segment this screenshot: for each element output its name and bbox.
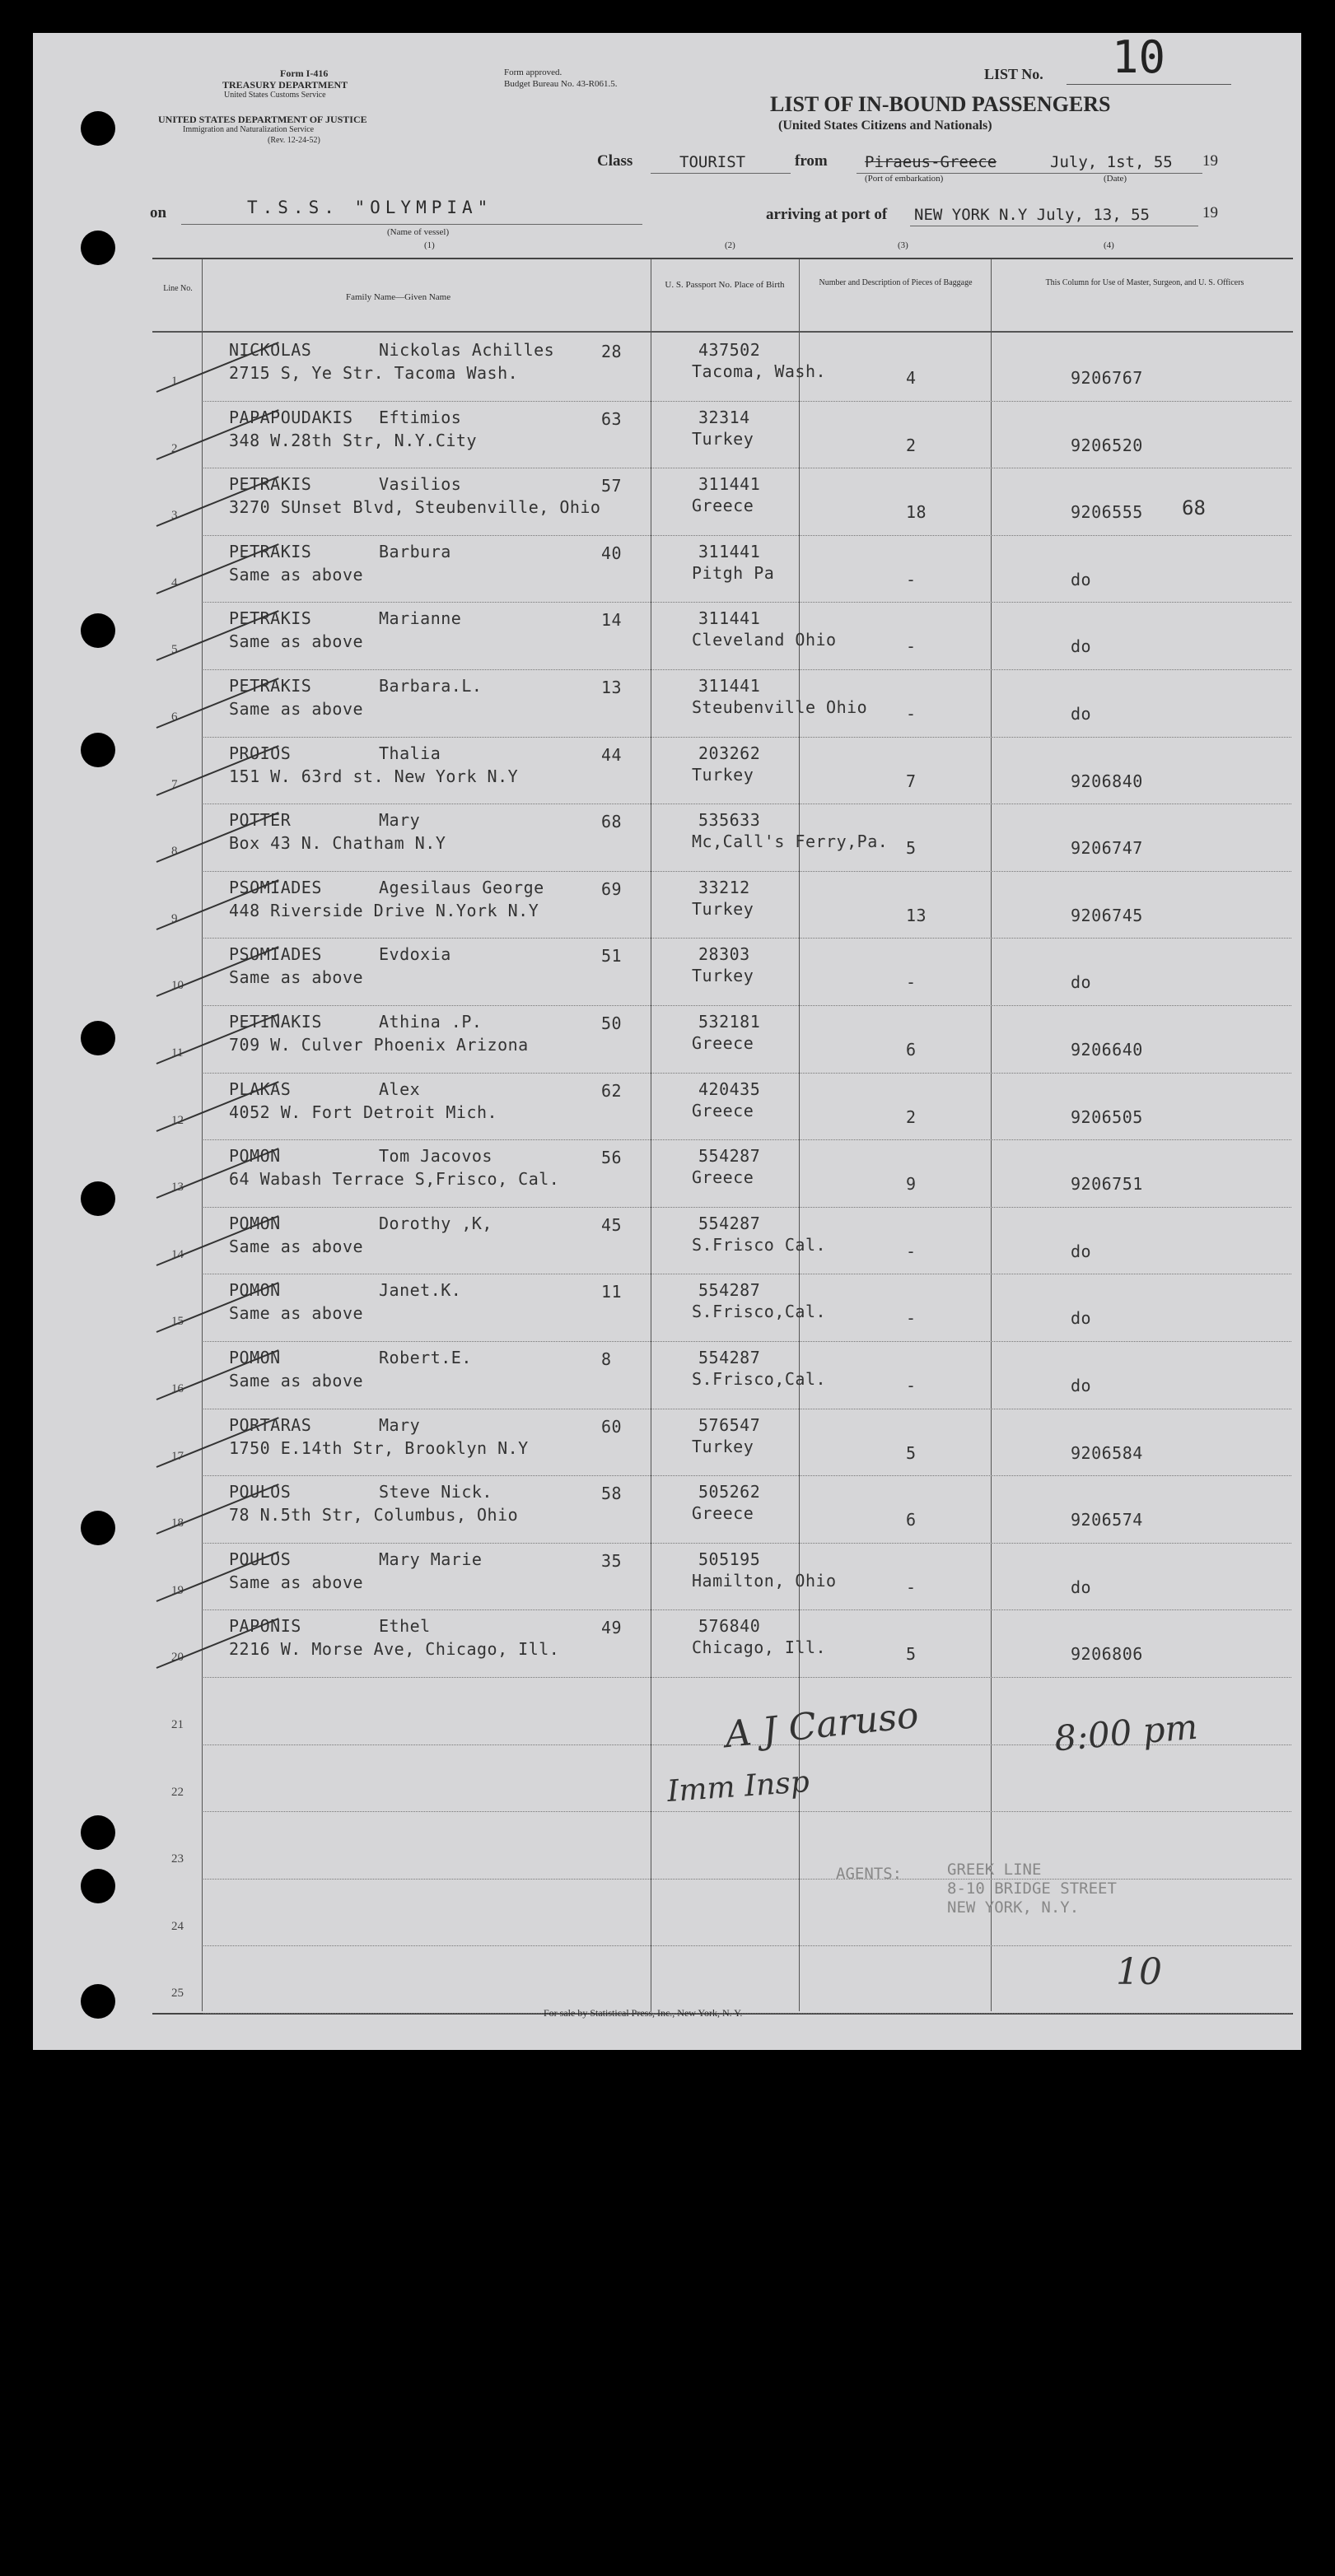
baggage-count: - <box>906 1308 917 1329</box>
place-of-birth: Greece <box>692 496 754 516</box>
col-header-name: Family Name—Given Name <box>346 292 451 302</box>
given-name: Vasilios <box>379 474 462 495</box>
passport-number: 505262 <box>698 1482 761 1502</box>
address: 2216 W. Morse Ave, Chicago, Ill. <box>229 1639 560 1660</box>
family-name: PETRAKIS <box>229 541 312 561</box>
line-number: 22 <box>171 1785 184 1799</box>
row-rule <box>203 1073 1291 1074</box>
ins-service: Immigration and Naturalization Service <box>183 125 315 134</box>
row-rule <box>203 1543 1291 1544</box>
list-title: LIST OF IN-BOUND PASSENGERS <box>770 92 1111 116</box>
col-num-3: (3) <box>898 240 908 250</box>
passport-number: 437502 <box>698 340 761 360</box>
passenger-age: 45 <box>601 1214 623 1235</box>
row-rule <box>203 1945 1291 1946</box>
line-number: 6 <box>171 710 178 724</box>
passport-number: 554287 <box>698 1213 761 1233</box>
place-of-birth: Greece <box>692 1167 754 1188</box>
given-name: Agesilaus George <box>379 877 544 897</box>
row-rule <box>203 669 1291 670</box>
row-rule <box>203 938 1291 939</box>
given-name: Robert.E. <box>379 1348 472 1367</box>
col-num-1: (1) <box>424 240 435 250</box>
officer-number: 9206584 <box>1071 1442 1143 1463</box>
row-rule <box>203 1341 1291 1342</box>
officer-number: do <box>1071 1376 1092 1395</box>
customs-service: United States Customs Service <box>224 91 326 100</box>
row-rule <box>203 1609 1291 1610</box>
class-label: Class <box>597 152 633 170</box>
baggage-count: - <box>906 569 917 589</box>
row-rule <box>203 1811 1291 1812</box>
baggage-count: - <box>906 1241 917 1261</box>
col-header-baggage: Number and Description of Pieces of Baggage <box>819 278 973 287</box>
line-number: 14 <box>171 1247 184 1261</box>
family-name: PETRAKIS <box>229 608 312 629</box>
baggage-count: 5 <box>906 1442 917 1463</box>
officer-number: 9206747 <box>1071 838 1143 859</box>
place-of-birth: Greece <box>692 1033 754 1053</box>
agents-line-2: 8-10 BRIDGE STREET <box>947 1880 1117 1898</box>
place-of-birth: Turkey <box>692 428 754 449</box>
baggage-count: - <box>906 1376 917 1395</box>
row-rule <box>203 602 1291 603</box>
baggage-count: 5 <box>906 1644 917 1665</box>
passport-number: 576547 <box>698 1414 761 1435</box>
place-of-birth: Mc,Call's Ferry,Pa. <box>692 831 889 852</box>
passport-number: 554287 <box>698 1146 761 1167</box>
punch-hole <box>81 1984 115 2019</box>
given-name: Alex <box>379 1078 421 1099</box>
row-rule <box>203 1139 1291 1140</box>
passport-number: 32314 <box>698 407 750 427</box>
officer-number: 9206806 <box>1071 1644 1143 1665</box>
baggage-count: 6 <box>906 1040 917 1060</box>
line-number: 1 <box>171 375 178 388</box>
passenger-age: 11 <box>601 1282 623 1302</box>
line-number: 21 <box>171 1718 184 1731</box>
embarkation-date: July, 1st, 55 <box>1050 153 1173 171</box>
given-name: Eftimios <box>379 407 462 427</box>
line-number: 23 <box>171 1852 184 1866</box>
address: Same as above <box>229 1236 364 1256</box>
baggage-count: - <box>906 1577 917 1597</box>
given-name: Mary <box>379 1414 421 1435</box>
passport-number: 33212 <box>698 877 750 897</box>
line-number: 19 <box>171 1583 184 1597</box>
address: 348 W.28th Str, N.Y.City <box>229 430 477 450</box>
given-name: Nickolas Achilles <box>379 340 555 360</box>
family-name: POTTER <box>229 810 292 831</box>
col-num-2: (2) <box>725 240 735 250</box>
line-number: 5 <box>171 643 178 657</box>
list-no-label: LIST No. <box>984 66 1043 82</box>
place-of-birth: Turkey <box>692 764 754 785</box>
passport-number: 311441 <box>698 474 761 495</box>
address: 1750 E.14th Str, Brooklyn N.Y <box>229 1437 529 1458</box>
baggage-count: 4 <box>906 368 917 388</box>
baggage-count: 2 <box>906 1106 917 1127</box>
punch-hole <box>81 733 115 767</box>
family-name: POMON <box>229 1348 281 1367</box>
officer-number: do <box>1071 972 1092 993</box>
col-header-passport: U. S. Passport No. Place of Birth <box>665 280 785 290</box>
manifest-page <box>33 33 1301 2050</box>
address: Same as above <box>229 1572 364 1592</box>
vessel-name: T.S.S. "OLYMPIA" <box>247 198 493 217</box>
line-number: 12 <box>171 1113 184 1127</box>
treasury-dept: TREASURY DEPARTMENT <box>222 79 348 91</box>
passenger-age: 28 <box>601 342 623 361</box>
list-no-underline <box>1067 84 1231 85</box>
officer-number: 9206751 <box>1071 1174 1143 1195</box>
form-revision: (Rev. 12-24-52) <box>268 136 320 145</box>
form-number: Form I-416 <box>280 68 329 79</box>
address: Same as above <box>229 699 364 719</box>
inspector-title: Imm Insp <box>665 1765 811 1809</box>
passenger-age: 40 <box>601 543 623 563</box>
agents-line-3: NEW YORK, N.Y. <box>947 1898 1080 1917</box>
officer-number: do <box>1071 704 1092 724</box>
family-name: POULOS <box>229 1549 292 1569</box>
baggage-count: 7 <box>906 771 917 791</box>
col-num-4: (4) <box>1104 240 1114 250</box>
officer-number: do <box>1071 636 1092 657</box>
line-number: 25 <box>171 1987 184 2001</box>
address: Same as above <box>229 967 364 988</box>
line-number: 10 <box>171 979 184 993</box>
given-name: Dorothy ,K, <box>379 1213 492 1233</box>
inspector-signature: A J Caruso <box>722 1693 921 1757</box>
line-number: 7 <box>171 777 178 791</box>
family-name: PAPAPOUDAKIS <box>229 407 353 427</box>
row-rule <box>203 1475 1291 1476</box>
passenger-age: 62 <box>601 1080 623 1101</box>
place-of-birth: S.Frisco,Cal. <box>692 1369 827 1389</box>
baggage-count: 6 <box>906 1510 917 1530</box>
header-bottom-rule <box>152 331 1293 333</box>
class-value: TOURIST <box>679 153 746 171</box>
passenger-age: 50 <box>601 1013 623 1033</box>
punch-hole <box>81 1815 115 1850</box>
passport-number: 554287 <box>698 1280 761 1301</box>
address: 4052 W. Fort Detroit Mich. <box>229 1102 498 1122</box>
passenger-age: 51 <box>601 946 623 967</box>
officer-number: 9206767 <box>1071 368 1143 388</box>
given-name: Ethel <box>379 1616 431 1637</box>
passenger-age: 49 <box>601 1618 623 1638</box>
col-rule-1 <box>202 259 203 2011</box>
address: 2715 S, Ye Str. Tacoma Wash. <box>229 363 519 383</box>
passenger-age: 68 <box>601 812 623 832</box>
vessel-note: (Name of vessel) <box>387 227 450 237</box>
passport-number: 554287 <box>698 1348 761 1367</box>
list-subtitle: (United States Citizens and Nationals) <box>778 119 992 133</box>
officer-number: 9206574 <box>1071 1510 1143 1530</box>
place-of-birth: Tacoma, Wash. <box>692 361 827 381</box>
punch-hole <box>81 1511 115 1545</box>
row-rule <box>203 535 1291 536</box>
date-note: (Date) <box>1104 174 1127 184</box>
place-of-birth: Hamilton, Ohio <box>692 1570 837 1591</box>
given-name: Steve Nick. <box>379 1482 492 1502</box>
given-name: Tom Jacovos <box>379 1146 492 1167</box>
row-rule <box>203 1677 1291 1678</box>
baggage-count: 5 <box>906 838 917 859</box>
baggage-count: - <box>906 636 917 657</box>
col-header-line-no: Line No. <box>163 284 193 293</box>
passport-number: 311441 <box>698 541 761 561</box>
passport-number: 505195 <box>698 1549 761 1569</box>
baggage-count: 2 <box>906 435 917 455</box>
line-number: 18 <box>171 1516 184 1530</box>
justice-dept: UNITED STATES DEPARTMENT OF JUSTICE <box>158 114 367 125</box>
place-of-birth: S.Frisco,Cal. <box>692 1302 827 1322</box>
embarkation-port: Piraeus-Greece <box>865 153 997 171</box>
row-rule <box>203 871 1291 872</box>
passport-number: 535633 <box>698 810 761 831</box>
arrival-port-date: NEW YORK N.Y July, 13, 55 <box>914 206 1150 224</box>
budget-bureau: Budget Bureau No. 43-R061.5. <box>504 79 618 89</box>
address: 78 N.5th Str, Columbus, Ohio <box>229 1505 519 1526</box>
line-number: 16 <box>171 1382 184 1395</box>
punch-hole <box>81 613 115 648</box>
line-number: 20 <box>171 1651 184 1665</box>
line-number: 13 <box>171 1181 184 1195</box>
family-name: POMON <box>229 1213 281 1233</box>
officer-number: do <box>1071 1241 1092 1261</box>
passenger-age: 63 <box>601 408 623 429</box>
address: Same as above <box>229 1371 364 1390</box>
passenger-age: 35 <box>601 1550 623 1571</box>
line-number: 9 <box>171 911 178 925</box>
passport-number: 311441 <box>698 608 761 629</box>
passenger-age: 60 <box>601 1416 623 1437</box>
passenger-age: 57 <box>601 476 623 496</box>
passport-number: 203262 <box>698 743 761 763</box>
baggage-count: - <box>906 704 917 724</box>
passport-number: 532181 <box>698 1012 761 1032</box>
family-name: NICKOLAS <box>229 340 312 360</box>
family-name: PROIOS <box>229 743 292 763</box>
address: Box 43 N. Chatham N.Y <box>229 833 446 854</box>
line-number: 24 <box>171 1919 184 1933</box>
given-name: Marianne <box>379 608 462 629</box>
officer-number: 9206640 <box>1071 1040 1143 1060</box>
from-label: from <box>795 152 828 170</box>
class-underline <box>651 173 791 174</box>
passport-number: 420435 <box>698 1078 761 1099</box>
address: Same as above <box>229 564 364 585</box>
family-name: PSOMIADES <box>229 944 322 965</box>
punch-hole <box>81 1021 115 1055</box>
on-label: on <box>150 204 167 221</box>
passport-number: 311441 <box>698 676 761 696</box>
family-name: PETINAKIS <box>229 1012 322 1032</box>
passenger-age: 56 <box>601 1148 623 1168</box>
given-name: Athina .P. <box>379 1012 483 1032</box>
place-of-birth: Greece <box>692 1100 754 1120</box>
baggage-count: 18 <box>906 502 927 523</box>
passenger-age: 14 <box>601 610 623 631</box>
place-of-birth: Turkey <box>692 898 754 919</box>
given-name: Janet.K. <box>379 1280 462 1301</box>
officer-number: do <box>1071 1577 1092 1597</box>
given-name: Thalia <box>379 743 441 763</box>
punch-hole <box>81 1181 115 1216</box>
row-rule <box>203 1005 1291 1006</box>
passenger-age: 44 <box>601 744 623 765</box>
margin-number-68: 68 <box>1182 496 1206 519</box>
given-name: Evdoxia <box>379 944 451 965</box>
officer-number: 9206840 <box>1071 771 1143 791</box>
address: Same as above <box>229 1303 364 1324</box>
year-label-1: 19 <box>1202 152 1218 170</box>
officer-number: do <box>1071 1308 1092 1329</box>
row-rule <box>203 737 1291 738</box>
passenger-age: 13 <box>601 678 623 697</box>
officer-number: 9206555 <box>1071 502 1143 523</box>
place-of-birth: Turkey <box>692 1436 754 1456</box>
given-name: Barbura <box>379 541 451 561</box>
line-number: 3 <box>171 509 178 523</box>
line-number: 11 <box>171 1046 184 1060</box>
address: 3270 SUnset Blvd, Steubenville, Ohio <box>229 497 601 518</box>
address: 64 Wabash Terrace S,Frisco, Cal. <box>229 1169 560 1190</box>
row-rule <box>203 2013 1291 2014</box>
col-rule-4 <box>991 259 992 2011</box>
place-of-birth: Pitgh Pa <box>692 562 775 583</box>
agents-label: AGENTS: <box>836 1865 903 1883</box>
family-name: POMON <box>229 1146 281 1167</box>
place-of-birth: Turkey <box>692 966 754 986</box>
col-header-officers: This Column for Use of Master, Surgeon, and U. S. Officers <box>1045 278 1244 287</box>
family-name: PETRAKIS <box>229 676 312 696</box>
line-number: 2 <box>171 441 178 455</box>
vessel-underline <box>181 224 642 225</box>
arriving-label: arriving at port of <box>766 206 888 223</box>
year-label-2: 19 <box>1202 204 1218 221</box>
baggage-count: 9 <box>906 1174 917 1195</box>
form-approved: Form approved. <box>504 68 562 77</box>
officer-number: do <box>1071 569 1092 589</box>
agents-line-1: GREEK LINE <box>947 1861 1042 1879</box>
row-rule <box>203 401 1291 402</box>
address: Same as above <box>229 631 364 652</box>
punch-hole <box>81 111 115 146</box>
family-name: PAPONIS <box>229 1616 301 1637</box>
family-name: PETRAKIS <box>229 474 312 495</box>
passport-number: 28303 <box>698 944 750 965</box>
baggage-count: 13 <box>906 905 927 925</box>
family-name: POMON <box>229 1280 281 1301</box>
page-number-handwritten: 10 <box>1116 1951 1162 1993</box>
officer-number: 9206520 <box>1071 435 1143 455</box>
baggage-count: - <box>906 972 917 993</box>
family-name: PLAKAS <box>229 1078 292 1099</box>
place-of-birth: Chicago, Ill. <box>692 1637 827 1658</box>
passenger-age: 58 <box>601 1484 623 1504</box>
officer-number: 9206505 <box>1071 1106 1143 1127</box>
row-rule <box>203 1879 1291 1880</box>
given-name: Mary <box>379 810 421 831</box>
family-name: POULOS <box>229 1482 292 1502</box>
family-name: PORTARAS <box>229 1414 312 1435</box>
officer-number: 9206745 <box>1071 905 1143 925</box>
footer-printer: For sale by Statistical Press, Inc., New York, N. Y. <box>544 2007 743 2019</box>
passport-number: 576840 <box>698 1616 761 1637</box>
address: 448 Riverside Drive N.York N.Y <box>229 900 539 920</box>
passenger-age: 69 <box>601 878 623 899</box>
list-no-value: 10 <box>1112 31 1166 83</box>
given-name: Barbara.L. <box>379 676 483 696</box>
address: 709 W. Culver Phoenix Arizona <box>229 1035 529 1055</box>
place-of-birth: Greece <box>692 1503 754 1524</box>
arrival-time: 8:00 pm <box>1053 1706 1200 1759</box>
place-of-birth: Steubenville Ohio <box>692 697 868 717</box>
place-of-birth: Cleveland Ohio <box>692 630 837 650</box>
passenger-age: 8 <box>601 1349 612 1369</box>
family-name: PSOMIADES <box>229 877 322 897</box>
place-of-birth: S.Frisco Cal. <box>692 1234 827 1255</box>
punch-hole <box>81 231 115 265</box>
row-rule <box>203 1207 1291 1208</box>
line-number: 17 <box>171 1449 184 1463</box>
punch-hole <box>81 1869 115 1903</box>
address: 151 W. 63rd st. New York N.Y <box>229 766 519 786</box>
given-name: Mary Marie <box>379 1549 483 1569</box>
line-number: 4 <box>171 575 178 589</box>
line-number: 8 <box>171 845 178 859</box>
line-number: 15 <box>171 1315 184 1329</box>
port-embarkation-note: (Port of embarkation) <box>865 174 944 184</box>
